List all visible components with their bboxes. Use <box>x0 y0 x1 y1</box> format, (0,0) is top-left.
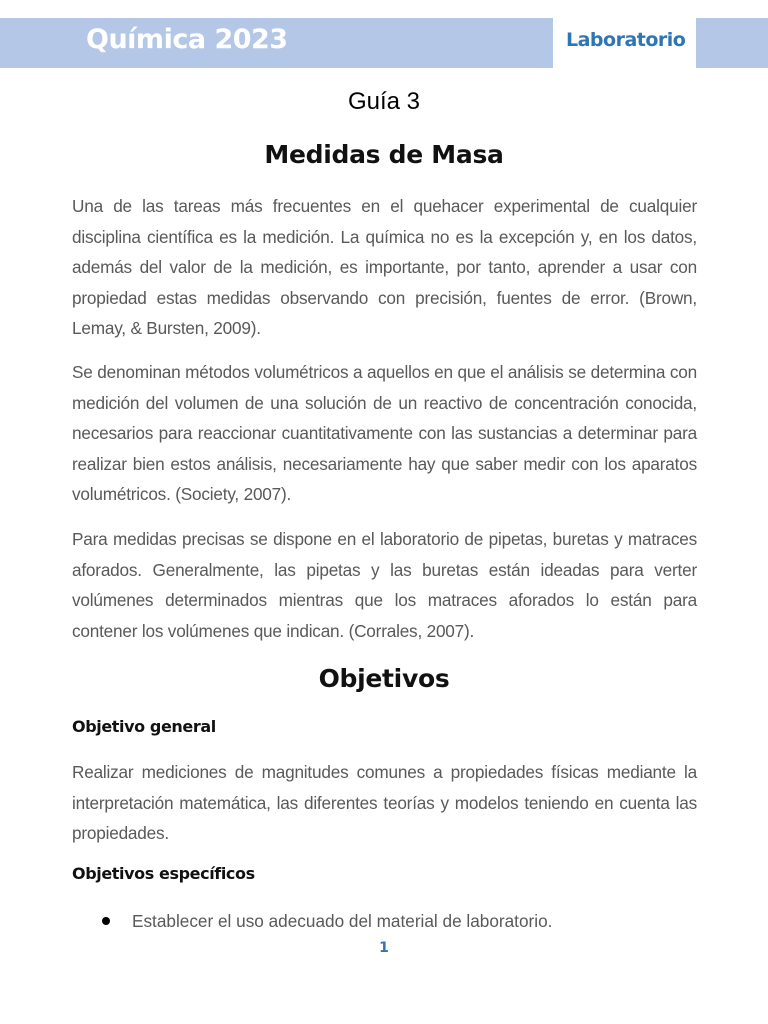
header-title: Química 2023 <box>86 24 288 55</box>
specific-objectives-heading: Objetivos específicos <box>72 864 255 883</box>
intro-paragraph-3: Para medidas precisas se dispone en el laboratorio de pipetas, buretas y matraces aforados. Generalmente, las pipetas y las buretas están ideadas para verter volúmenes determinados mientras que los matraces aforados lo están para contener los volúmenes que indican. (Corrales, 2007). <box>72 529 697 641</box>
page-header <box>0 18 768 68</box>
intro-paragraph-1: Una de las tareas más frecuentes en el quehacer experimental de cualquier disciplina científica es la medición. La química no es la excepción y, en los datos, además del valor de la medición, es importante, por tanto, aprender a usar con propiedad estas medidas observando con precisión, fuentes de error. (Brown, Lemay, & Bursten, 2009). <box>72 196 697 338</box>
objectives-title: Objetivos <box>318 664 450 693</box>
header-tab <box>553 18 696 68</box>
guide-number: Guía 3 <box>347 88 421 115</box>
bullet-icon <box>102 917 110 925</box>
main-title: Medidas de Masa <box>264 140 504 169</box>
list-item <box>72 906 697 936</box>
list-item-text: Establecer el uso adecuado del material de laboratorio. <box>132 911 553 931</box>
header-band-right <box>696 18 768 68</box>
header-band-left <box>0 18 553 68</box>
general-objective-text: Realizar mediciones de magnitudes comunes a propiedades físicas mediante la interpretación matemática, las diferentes teorías y modelos teniendo en cuenta las propiedades. <box>72 762 697 843</box>
header-tab-label: Laboratorio <box>566 29 686 51</box>
page-number: 1 <box>379 940 389 956</box>
specific-objectives-list <box>72 906 697 936</box>
general-objective-heading: Objetivo general <box>72 717 216 736</box>
intro-paragraph-2: Se denominan métodos volumétricos a aquellos en que el análisis se determina con medición del volumen de una solución de un reactivo de concentración conocida, necesarios para reaccionar cuantitativamente con las sustancias a determinar para realizar bien estos análisis, necesariamente hay que saber medir con los aparatos volumétricos. (Society, 2007). <box>72 362 697 504</box>
